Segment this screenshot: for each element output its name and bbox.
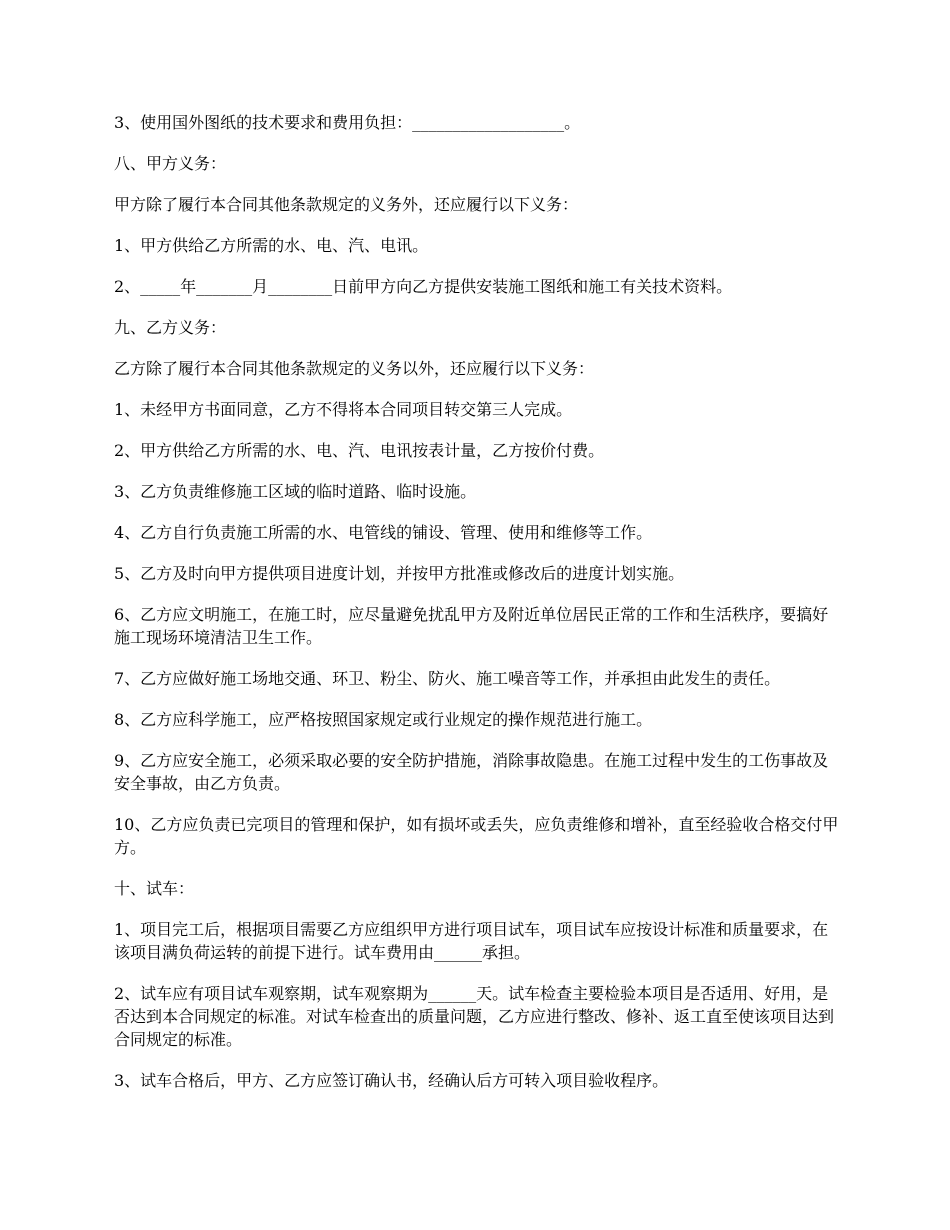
party-b-obligations-intro: 乙方除了履行本合同其他条款规定的义务以外，还应履行以下义务：	[114, 359, 595, 378]
party-a-clause-2: 2、_____年_______月________日前甲方向乙方提供安装施工图纸和施工有关技术资料。	[114, 277, 733, 296]
party-b-clause-2: 2、甲方供给乙方所需的水、电、汽、电讯按表计量，乙方按价付费。	[114, 441, 605, 460]
trial-run-clause-3: 3、试车合格后，甲方、乙方应签订确认书，经确认后方可转入项目验收程序。	[114, 1071, 669, 1090]
document-body	[114, 111, 844, 1110]
section-heading-party-a-obligations: 八、甲方义务：	[114, 154, 227, 173]
party-b-clause-10: 10、乙方应负责已完项目的管理和保护，如有损坏或丢失，应负责维修和增补，直至经验收合格交付甲方。	[114, 815, 839, 857]
trial-run-clause-2: 2、试车应有项目试车观察期，试车观察期为______天。试车检查主要检验本项目是否适用、好用，是否达到本合同规定的标准。对试车检查出的质量问题，乙方应进行整改、修补、返工直至使该项目达到合同规定的标准。	[114, 984, 835, 1049]
party-b-clause-5: 5、乙方及时向甲方提供项目进度计划，并按甲方批准或修改后的进度计划实施。	[114, 564, 685, 583]
party-b-clause-9: 9、乙方应安全施工，必须采取必要的安全防护措施，消除事故隐患。在施工过程中发生的工伤事故及安全事故，由乙方负责。	[114, 751, 829, 793]
party-b-clause-4: 4、乙方自行负责施工所需的水、电管线的铺设、管理、使用和维修等工作。	[114, 523, 653, 542]
trial-run-clause-1: 1、项目完工后，根据项目需要乙方应组织甲方进行项目试车，项目试车应按设计标准和质量要求，在该项目满负荷运转的前提下进行。试车费用由______承担。	[114, 920, 829, 962]
section-heading-party-b-obligations: 九、乙方义务：	[114, 318, 227, 337]
party-b-clause-1: 1、未经甲方书面同意，乙方不得将本合同项目转交第三人完成。	[114, 400, 573, 419]
party-b-clause-6: 6、乙方应文明施工，在施工时，应尽量避免扰乱甲方及附近单位居民正常的工作和生活秩序，要搞好施工现场环境清洁卫生工作。	[114, 605, 829, 647]
party-a-obligations-intro: 甲方除了履行本合同其他条款规定的义务外，还应履行以下义务：	[114, 195, 579, 214]
section-heading-trial-run: 十、试车：	[114, 879, 195, 898]
party-b-clause-7: 7、乙方应做好施工场地交通、环卫、粉尘、防火、施工噪音等工作，并承担由此发生的责任。	[114, 669, 781, 688]
party-a-clause-1: 1、甲方供给乙方所需的水、电、汽、电讯。	[114, 236, 429, 255]
party-b-clause-8: 8、乙方应科学施工，应严格按照国家规定或行业规定的操作规范进行施工。	[114, 710, 653, 729]
party-b-clause-3: 3、乙方负责维修施工区域的临时道路、临时设施。	[114, 482, 477, 501]
clause-foreign-drawings: 3、使用国外图纸的技术要求和费用负担：___________________。	[114, 113, 581, 132]
